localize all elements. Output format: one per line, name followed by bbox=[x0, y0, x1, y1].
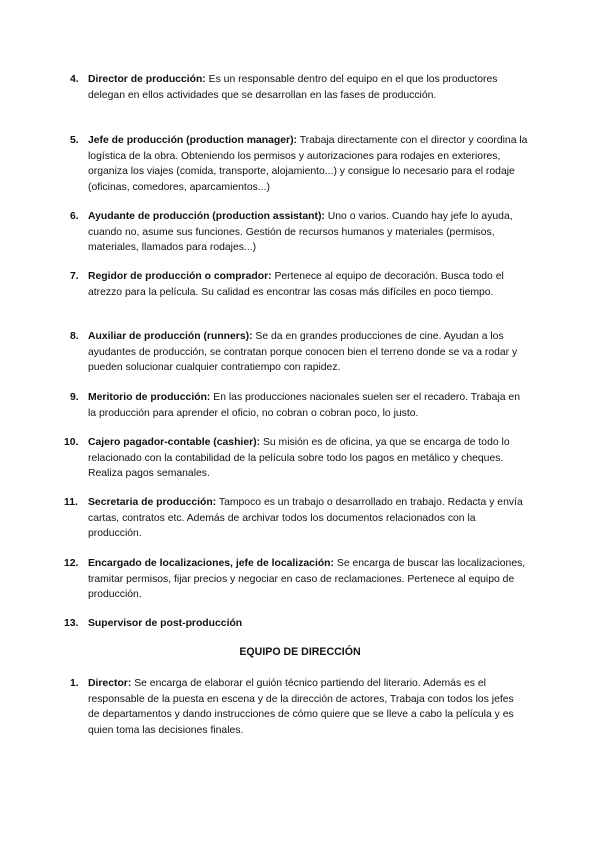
item-description: Su misión es de oficina, ya que se encarga de todo lo relacionado con la contabilidad de la película sobre todo los pagos en metálico y cheques. Realiza pagos semanales. bbox=[88, 437, 510, 479]
item-description: Es un responsable dentro del equipo en el que los productores delegan en ellos actividades que se desarrollan en las fases de producción. bbox=[88, 74, 498, 101]
item-number: 10. bbox=[64, 437, 79, 448]
item-term: Ayudante de producción (production assistant): bbox=[88, 211, 325, 222]
item-term: Meritorio de producción: bbox=[88, 392, 211, 403]
item-description: Tampoco es un trabajo o desarrollado en trabajo. Redacta y envía cartas, contratos etc. Además de archivar todos los documentos relacionados con la producción. bbox=[88, 497, 523, 539]
list-item bbox=[70, 269, 528, 300]
item-term: Auxiliar de producción (runners): bbox=[88, 331, 253, 342]
list-item bbox=[70, 133, 528, 195]
item-number: 11. bbox=[64, 497, 78, 508]
item-term: Jefe de producción (production manager): bbox=[88, 135, 297, 146]
section-heading: EQUIPO DE DIRECCIÓN bbox=[239, 646, 361, 658]
list-item bbox=[70, 329, 528, 376]
item-number: 6. bbox=[70, 211, 79, 222]
list-item bbox=[70, 676, 528, 738]
item-term: Supervisor de post-producción bbox=[88, 618, 243, 629]
item-term: Cajero pagador-contable (cashier): bbox=[88, 437, 261, 448]
list-item bbox=[64, 435, 528, 482]
list-item bbox=[64, 495, 528, 542]
item-number: 4. bbox=[70, 74, 79, 85]
item-description: Pertenece al equipo de decoración. Busca todo el atrezzo para la película. Su calidad es encontrar las cosas más difíciles en poco tiempo. bbox=[88, 271, 504, 298]
list-item bbox=[64, 616, 528, 632]
item-term: Director de producción: bbox=[88, 74, 206, 85]
item-term: Director: bbox=[88, 678, 132, 689]
item-description: Trabaja directamente con el director y coordina la logística de la obra. Obteniendo los permisos y autorizaciones para rodajes en exteriores, organiza los viajes (comida, transporte, alojamiento...) y consigue lo necesario para el rodaje (oficinas, comedores, aparcamientos...) bbox=[88, 135, 528, 193]
item-number: 9. bbox=[70, 392, 79, 403]
item-number: 1. bbox=[70, 678, 79, 689]
item-description: Uno o varios. Cuando hay jefe lo ayuda, cuando no, asume sus funciones. Gestión de recursos humanos y materiales (permisos, materiales, llamados para rodajes...) bbox=[88, 211, 513, 253]
item-description: Se da en grandes producciones de cine. Ayudan a los ayudantes de producción, se contratan porque conocen bien el terreno donde se va a rodar y pueden solucionar cualquier contratiempo con rapidez. bbox=[88, 331, 518, 373]
item-number: 13. bbox=[64, 618, 79, 629]
list-item bbox=[70, 390, 528, 421]
item-number: 8. bbox=[70, 331, 79, 342]
item-term: Regidor de producción o comprador: bbox=[88, 271, 272, 282]
item-description: Se encarga de elaborar el guión técnico partiendo del literario. Además es el responsable de la puesta en escena y de la dirección de actores, Trabaja con todos los jefes de departamentos y dando instrucciones de cómo quiere que se lleve a cabo la película y es quien toma las decisiones finales. bbox=[88, 678, 514, 736]
list-item bbox=[64, 556, 528, 603]
item-number: 7. bbox=[70, 271, 79, 282]
item-description: En las producciones nacionales suelen ser el recadero. Trabaja en la producción para aprender el oficio, no cobran o cobran poco, lo justo. bbox=[88, 392, 520, 419]
list-item bbox=[70, 72, 528, 103]
item-number: 12. bbox=[64, 558, 79, 569]
item-description: Se encarga de buscar las localizaciones, tramitar permisos, fijar precios y negociar en caso de reclamaciones. Pertenece al equipo de producción. bbox=[88, 558, 526, 600]
item-term: Secretaria de producción: bbox=[88, 497, 217, 508]
item-number: 5. bbox=[70, 135, 79, 146]
item-term: Encargado de localizaciones, jefe de localización: bbox=[88, 558, 334, 569]
list-item bbox=[70, 209, 528, 256]
